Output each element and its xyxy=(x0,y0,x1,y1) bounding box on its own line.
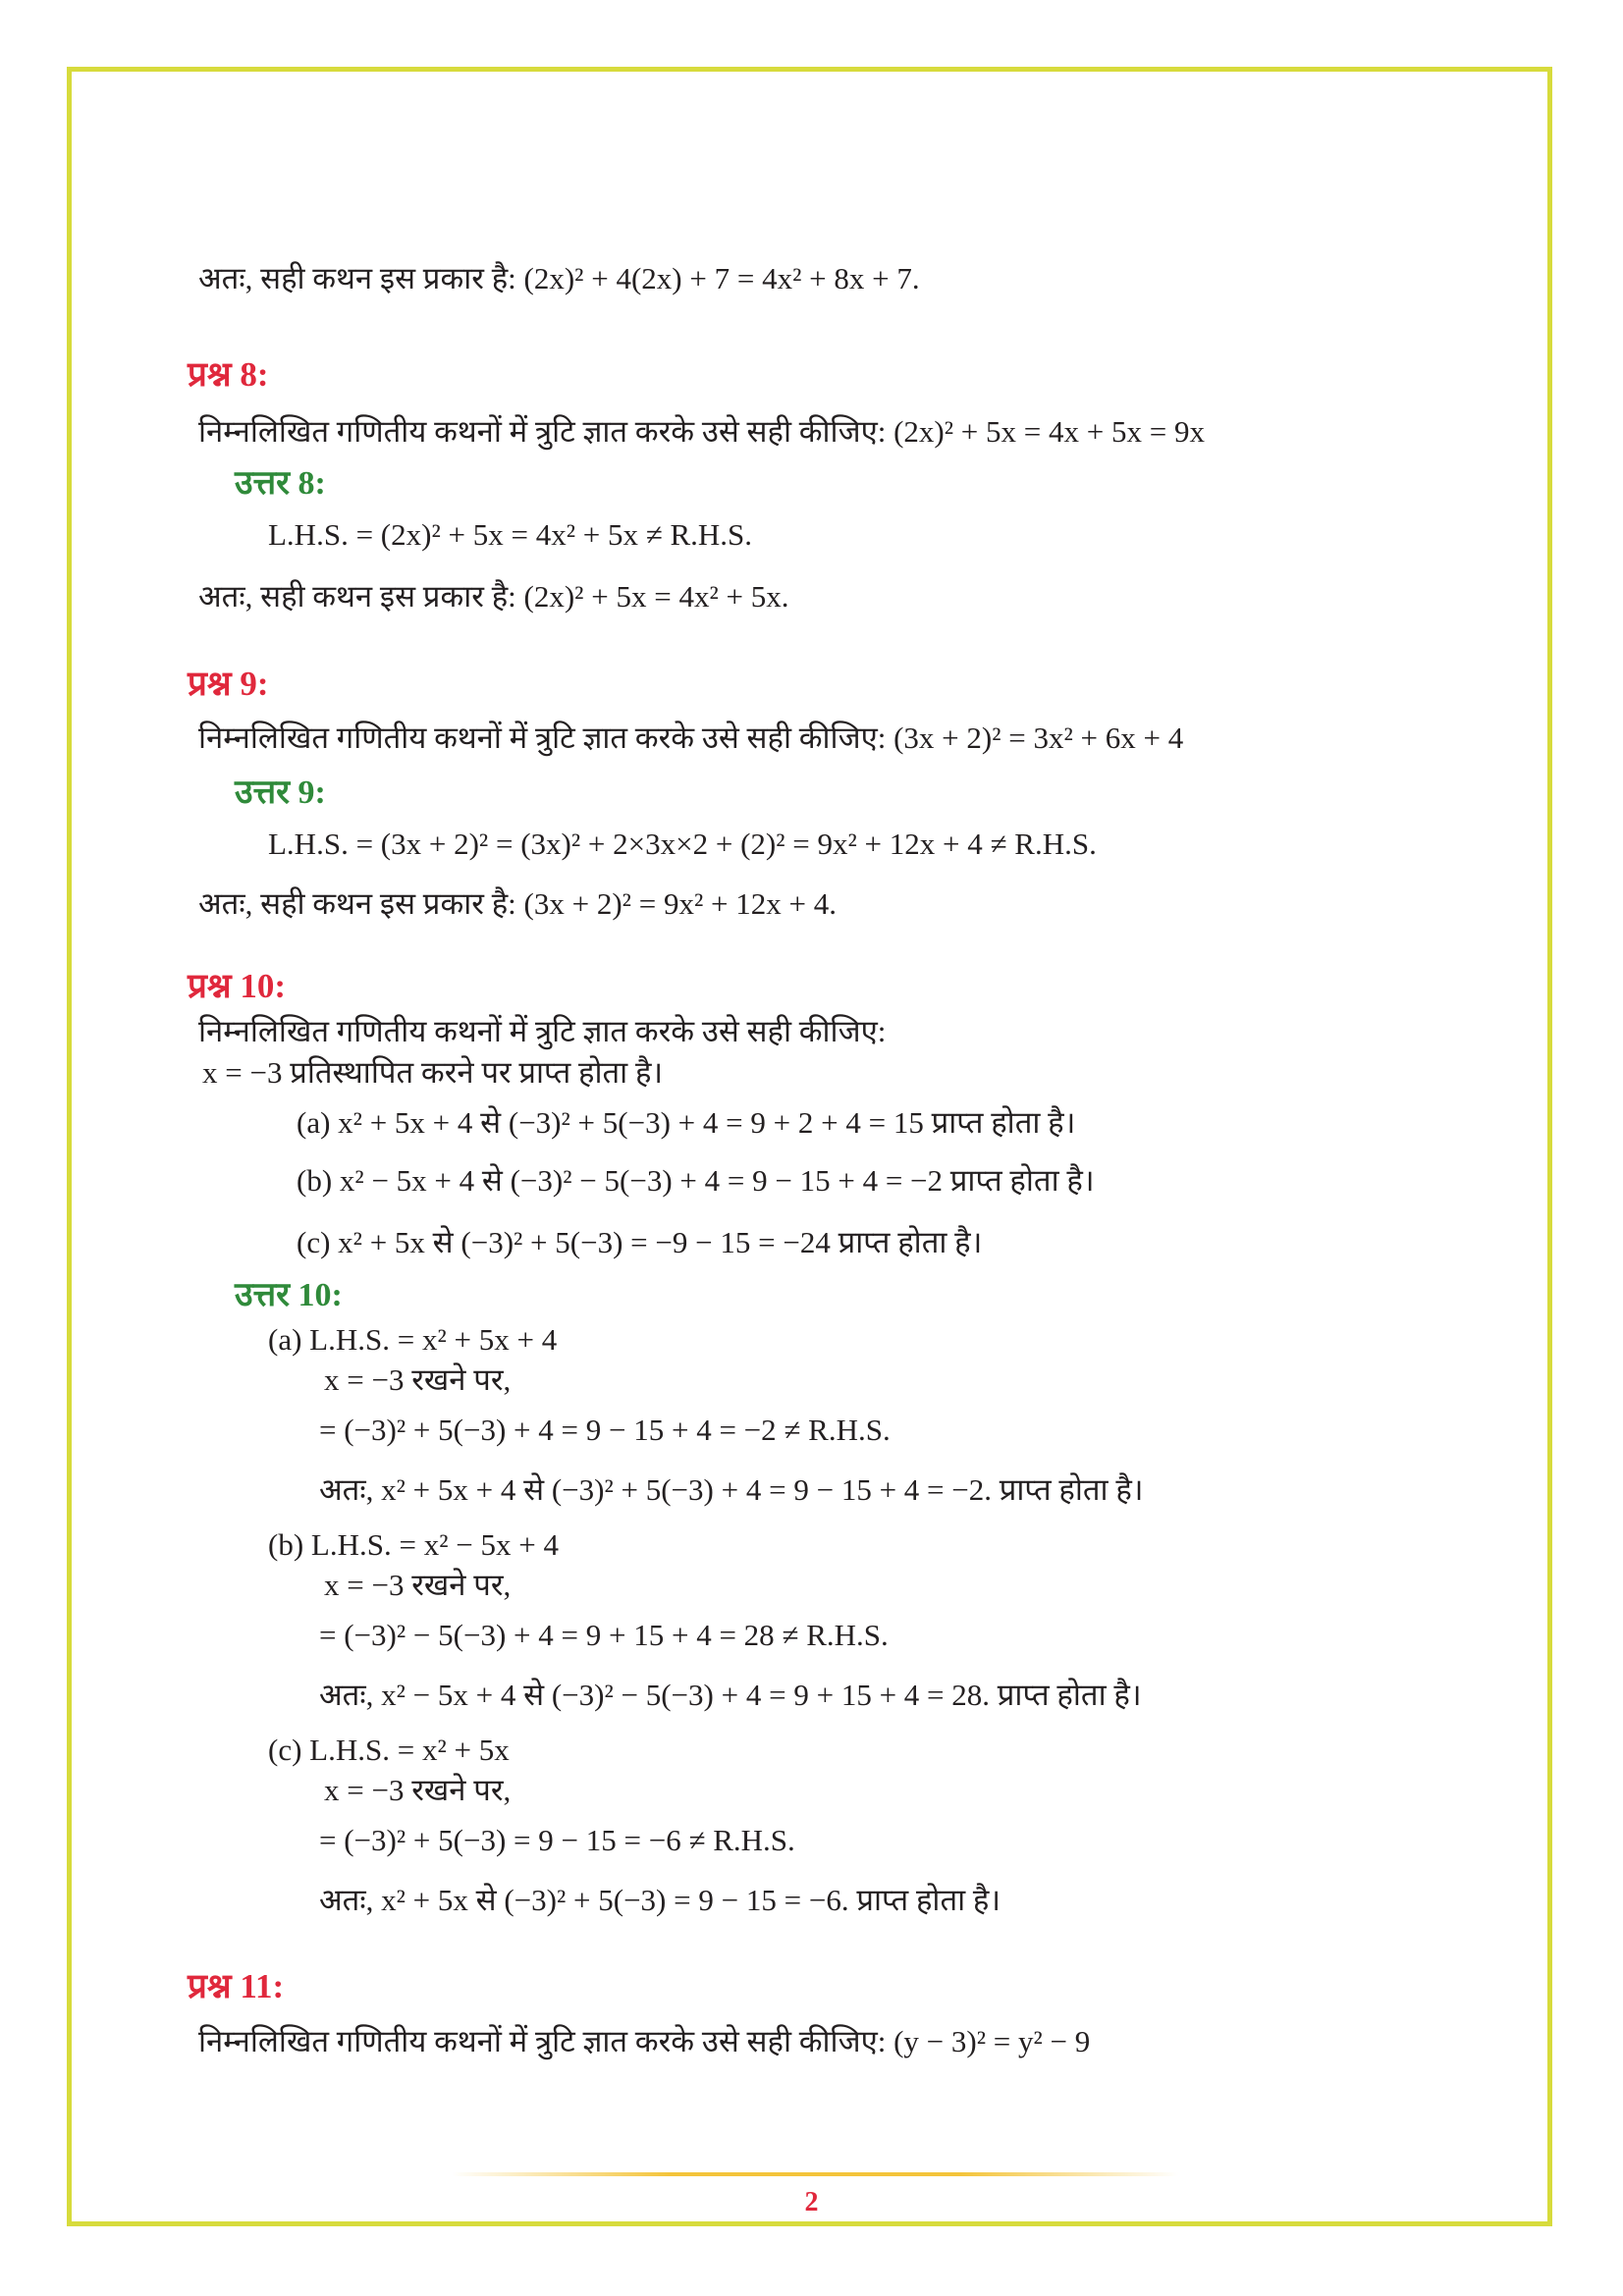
question-10-substitution: x = −3 प्रतिस्थापित करने पर प्राप्त होता है। xyxy=(202,1055,664,1090)
answer-8-line: L.H.S. = (2x)² + 5x = 4x² + 5x ≠ R.H.S. xyxy=(268,517,753,552)
answer-10b-substitute: x = −3 रखने पर, xyxy=(324,1568,512,1602)
question-8-text: निम्नलिखित गणितीय कथनों में त्रुटि ज्ञात करके उसे सही कीजिए: (2x)² + 5x = 4x + 5x = 9x xyxy=(198,414,1205,449)
answer-9-conclusion: अतः, सही कथन इस प्रकार है: (3x + 2)² = 9x² + 12x + 4. xyxy=(198,886,837,921)
question-10-heading: प्रश्न 10: xyxy=(188,967,287,1005)
answer-9-line: L.H.S. = (3x + 2)² = (3x)² + 2×3x×2 + (2)² = 9x² + 12x + 4 ≠ R.H.S. xyxy=(268,827,1097,861)
answer-10c-calc: = (−3)² + 5(−3) = 9 − 15 = −6 ≠ R.H.S. xyxy=(319,1823,795,1857)
page-number: 2 xyxy=(804,2187,819,2217)
footer-divider xyxy=(452,2172,1178,2176)
question-9-text: निम्नलिखित गणितीय कथनों में त्रुटि ज्ञात करके उसे सही कीजिए: (3x + 2)² = 3x² + 6x + 4 xyxy=(198,721,1184,755)
answer-10a-lhs: (a) L.H.S. = x² + 5x + 4 xyxy=(268,1322,558,1357)
answer-10a-conclusion: अतः, x² + 5x + 4 से (−3)² + 5(−3) + 4 = 9 − 15 + 4 = −2. प्राप्त होता है। xyxy=(319,1472,1144,1507)
question-11-text: निम्नलिखित गणितीय कथनों में त्रुटि ज्ञात करके उसे सही कीजिए: (y − 3)² = y² − 9 xyxy=(198,2024,1091,2058)
answer-10c-lhs: (c) L.H.S. = x² + 5x xyxy=(268,1733,510,1767)
question-10-text: निम्नलिखित गणितीय कथनों में त्रुटि ज्ञात करके उसे सही कीजिए: xyxy=(198,1014,887,1048)
answer-10c-substitute: x = −3 रखने पर, xyxy=(324,1773,512,1807)
question-10-part-c: (c) x² + 5x से (−3)² + 5(−3) = −9 − 15 = −24 प्राप्त होता है। xyxy=(297,1225,983,1259)
question-10-part-a: (a) x² + 5x + 4 से (−3)² + 5(−3) + 4 = 9 + 2 + 4 = 15 प्राप्त होता है। xyxy=(297,1105,1076,1140)
question-8-heading: प्रश्न 8: xyxy=(188,355,269,394)
question-11-heading: प्रश्न 11: xyxy=(188,1967,285,2005)
conclusion-line: अतः, सही कथन इस प्रकार है: (2x)² + 4(2x) + 7 = 4x² + 8x + 7. xyxy=(198,261,920,295)
answer-8-conclusion: अतः, सही कथन इस प्रकार है: (2x)² + 5x = 4x² + 5x. xyxy=(198,579,789,614)
answer-10-heading: उत्तर 10: xyxy=(235,1277,343,1313)
answer-10b-lhs: (b) L.H.S. = x² − 5x + 4 xyxy=(268,1527,559,1562)
question-10-part-b: (b) x² − 5x + 4 से (−3)² − 5(−3) + 4 = 9 − 15 + 4 = −2 प्राप्त होता है। xyxy=(297,1163,1095,1198)
answer-10a-substitute: x = −3 रखने पर, xyxy=(324,1362,512,1397)
answer-10a-calc: = (−3)² + 5(−3) + 4 = 9 − 15 + 4 = −2 ≠ R.H.S. xyxy=(319,1413,891,1447)
answer-8-heading: उत्तर 8: xyxy=(235,465,326,502)
answer-9-heading: उत्तर 9: xyxy=(235,774,326,811)
answer-10c-conclusion: अतः, x² + 5x से (−3)² + 5(−3) = 9 − 15 = −6. प्राप्त होता है। xyxy=(319,1883,1001,1917)
question-9-heading: प्रश्न 9: xyxy=(188,665,269,703)
answer-10b-conclusion: अतः, x² − 5x + 4 से (−3)² − 5(−3) + 4 = 9 + 15 + 4 = 28. प्राप्त होता है। xyxy=(319,1678,1142,1712)
answer-10b-calc: = (−3)² − 5(−3) + 4 = 9 + 15 + 4 = 28 ≠ R.H.S. xyxy=(319,1618,889,1652)
